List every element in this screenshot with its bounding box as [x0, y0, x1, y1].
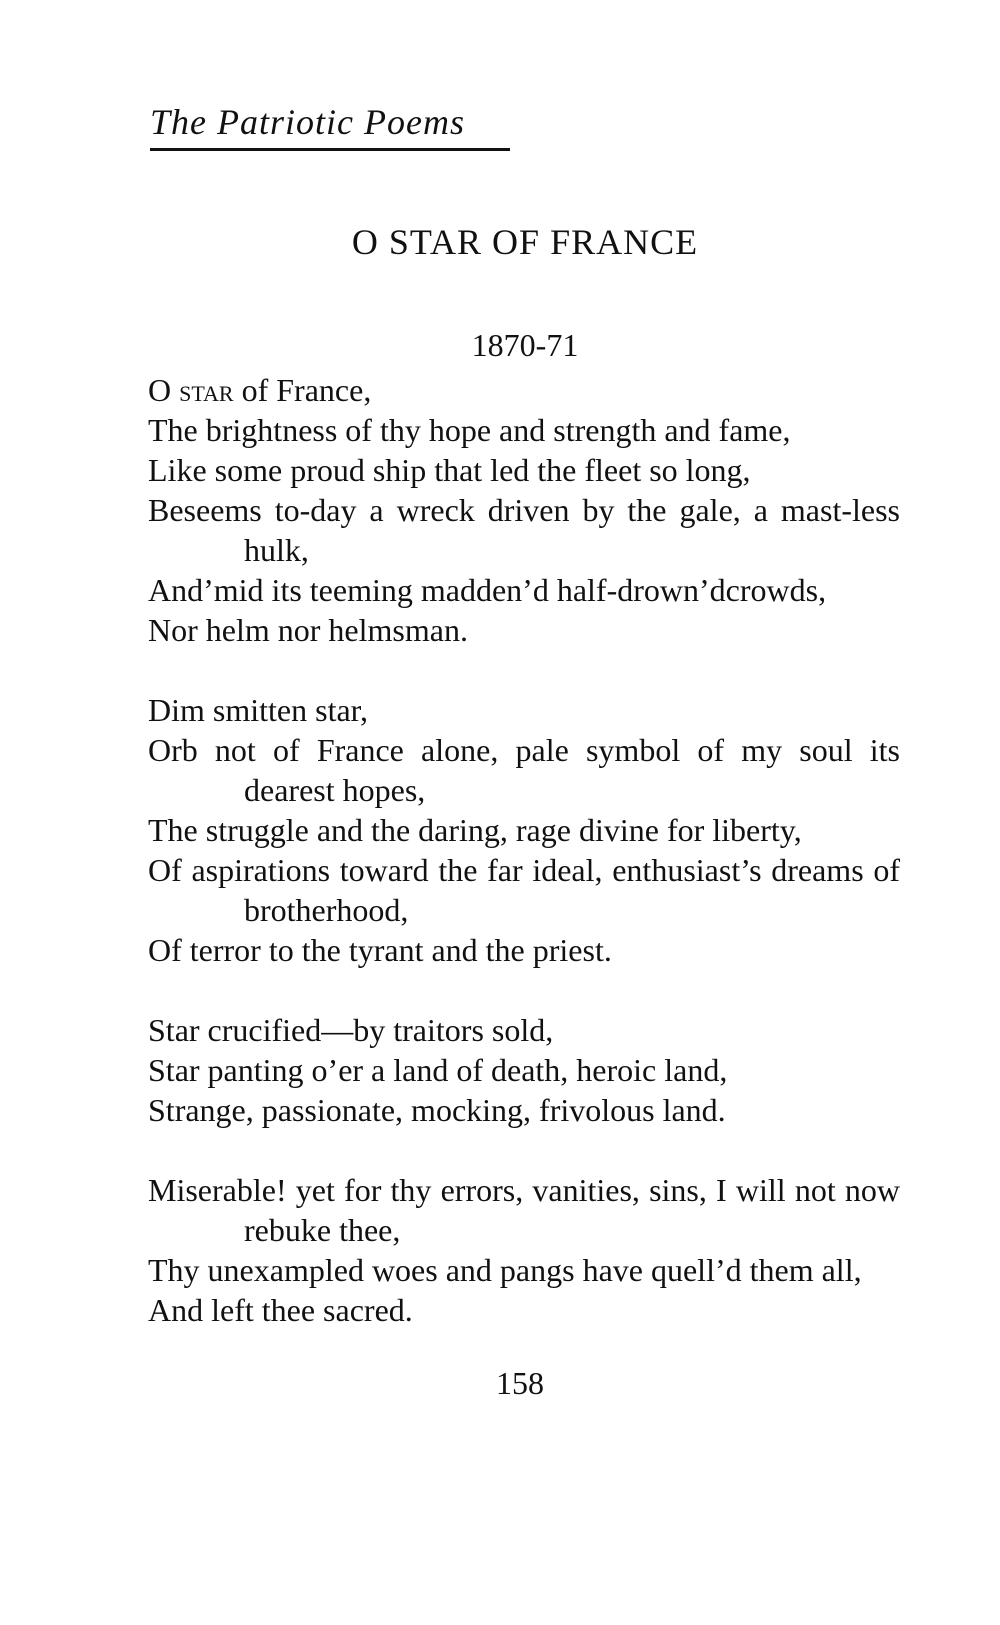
stanza-2 [148, 690, 900, 970]
opening-rest: of France, [233, 372, 372, 408]
poem-line: Nor helm nor helmsman. [148, 612, 468, 648]
poem-line: Of terror to the tyrant and the priest. [148, 932, 612, 968]
poem-line: Of aspirations toward the far ideal, enthusiast’s dreams of brotherhood, [148, 852, 900, 928]
poem-line: And left thee sacred. [148, 1292, 413, 1328]
poem-line: Like some proud ship that led the fleet so long, [148, 452, 751, 488]
poem-body [148, 370, 900, 1370]
poem-date: 1870-71 [471, 327, 579, 363]
poem-line: Beseems to-day a wreck driven by the gale, a mast-less hulk, [148, 492, 900, 568]
poem-line: Dim smitten star, [148, 692, 369, 728]
stanza-3 [148, 1010, 900, 1130]
stanza-4 [148, 1170, 900, 1330]
poem-line: Miserable! yet for thy errors, vanities, sins, I will not now rebuke thee, [148, 1172, 900, 1248]
poem-line: Orb not of France alone, pale symbol of my soul its dearest hopes, [148, 732, 900, 808]
poem-line: The struggle and the daring, rage divine for liberty, [148, 812, 802, 848]
stanza-1 [148, 370, 900, 650]
poem-line: Thy unexampled woes and pangs have quell’d them all, [148, 1252, 862, 1288]
poem-line: Star crucified—by traitors sold, [148, 1012, 554, 1048]
poem-line [148, 370, 900, 410]
poem-line: The brightness of thy hope and strength and fame, [148, 412, 791, 448]
page-number: 158 [496, 1365, 544, 1401]
running-head: The Patriotic Poems [150, 100, 510, 151]
poem-line: Star panting o’er a land of death, heroic land, [148, 1052, 728, 1088]
opening-letter: O [148, 372, 180, 408]
poem-line: And’mid its teeming madden’d half-drown’dcrowds, [148, 572, 827, 608]
opening-small-caps: star [179, 372, 234, 408]
poem-title: O STAR OF FRANCE [351, 222, 699, 262]
poem-line: Strange, passionate, mocking, frivolous land. [148, 1092, 726, 1128]
